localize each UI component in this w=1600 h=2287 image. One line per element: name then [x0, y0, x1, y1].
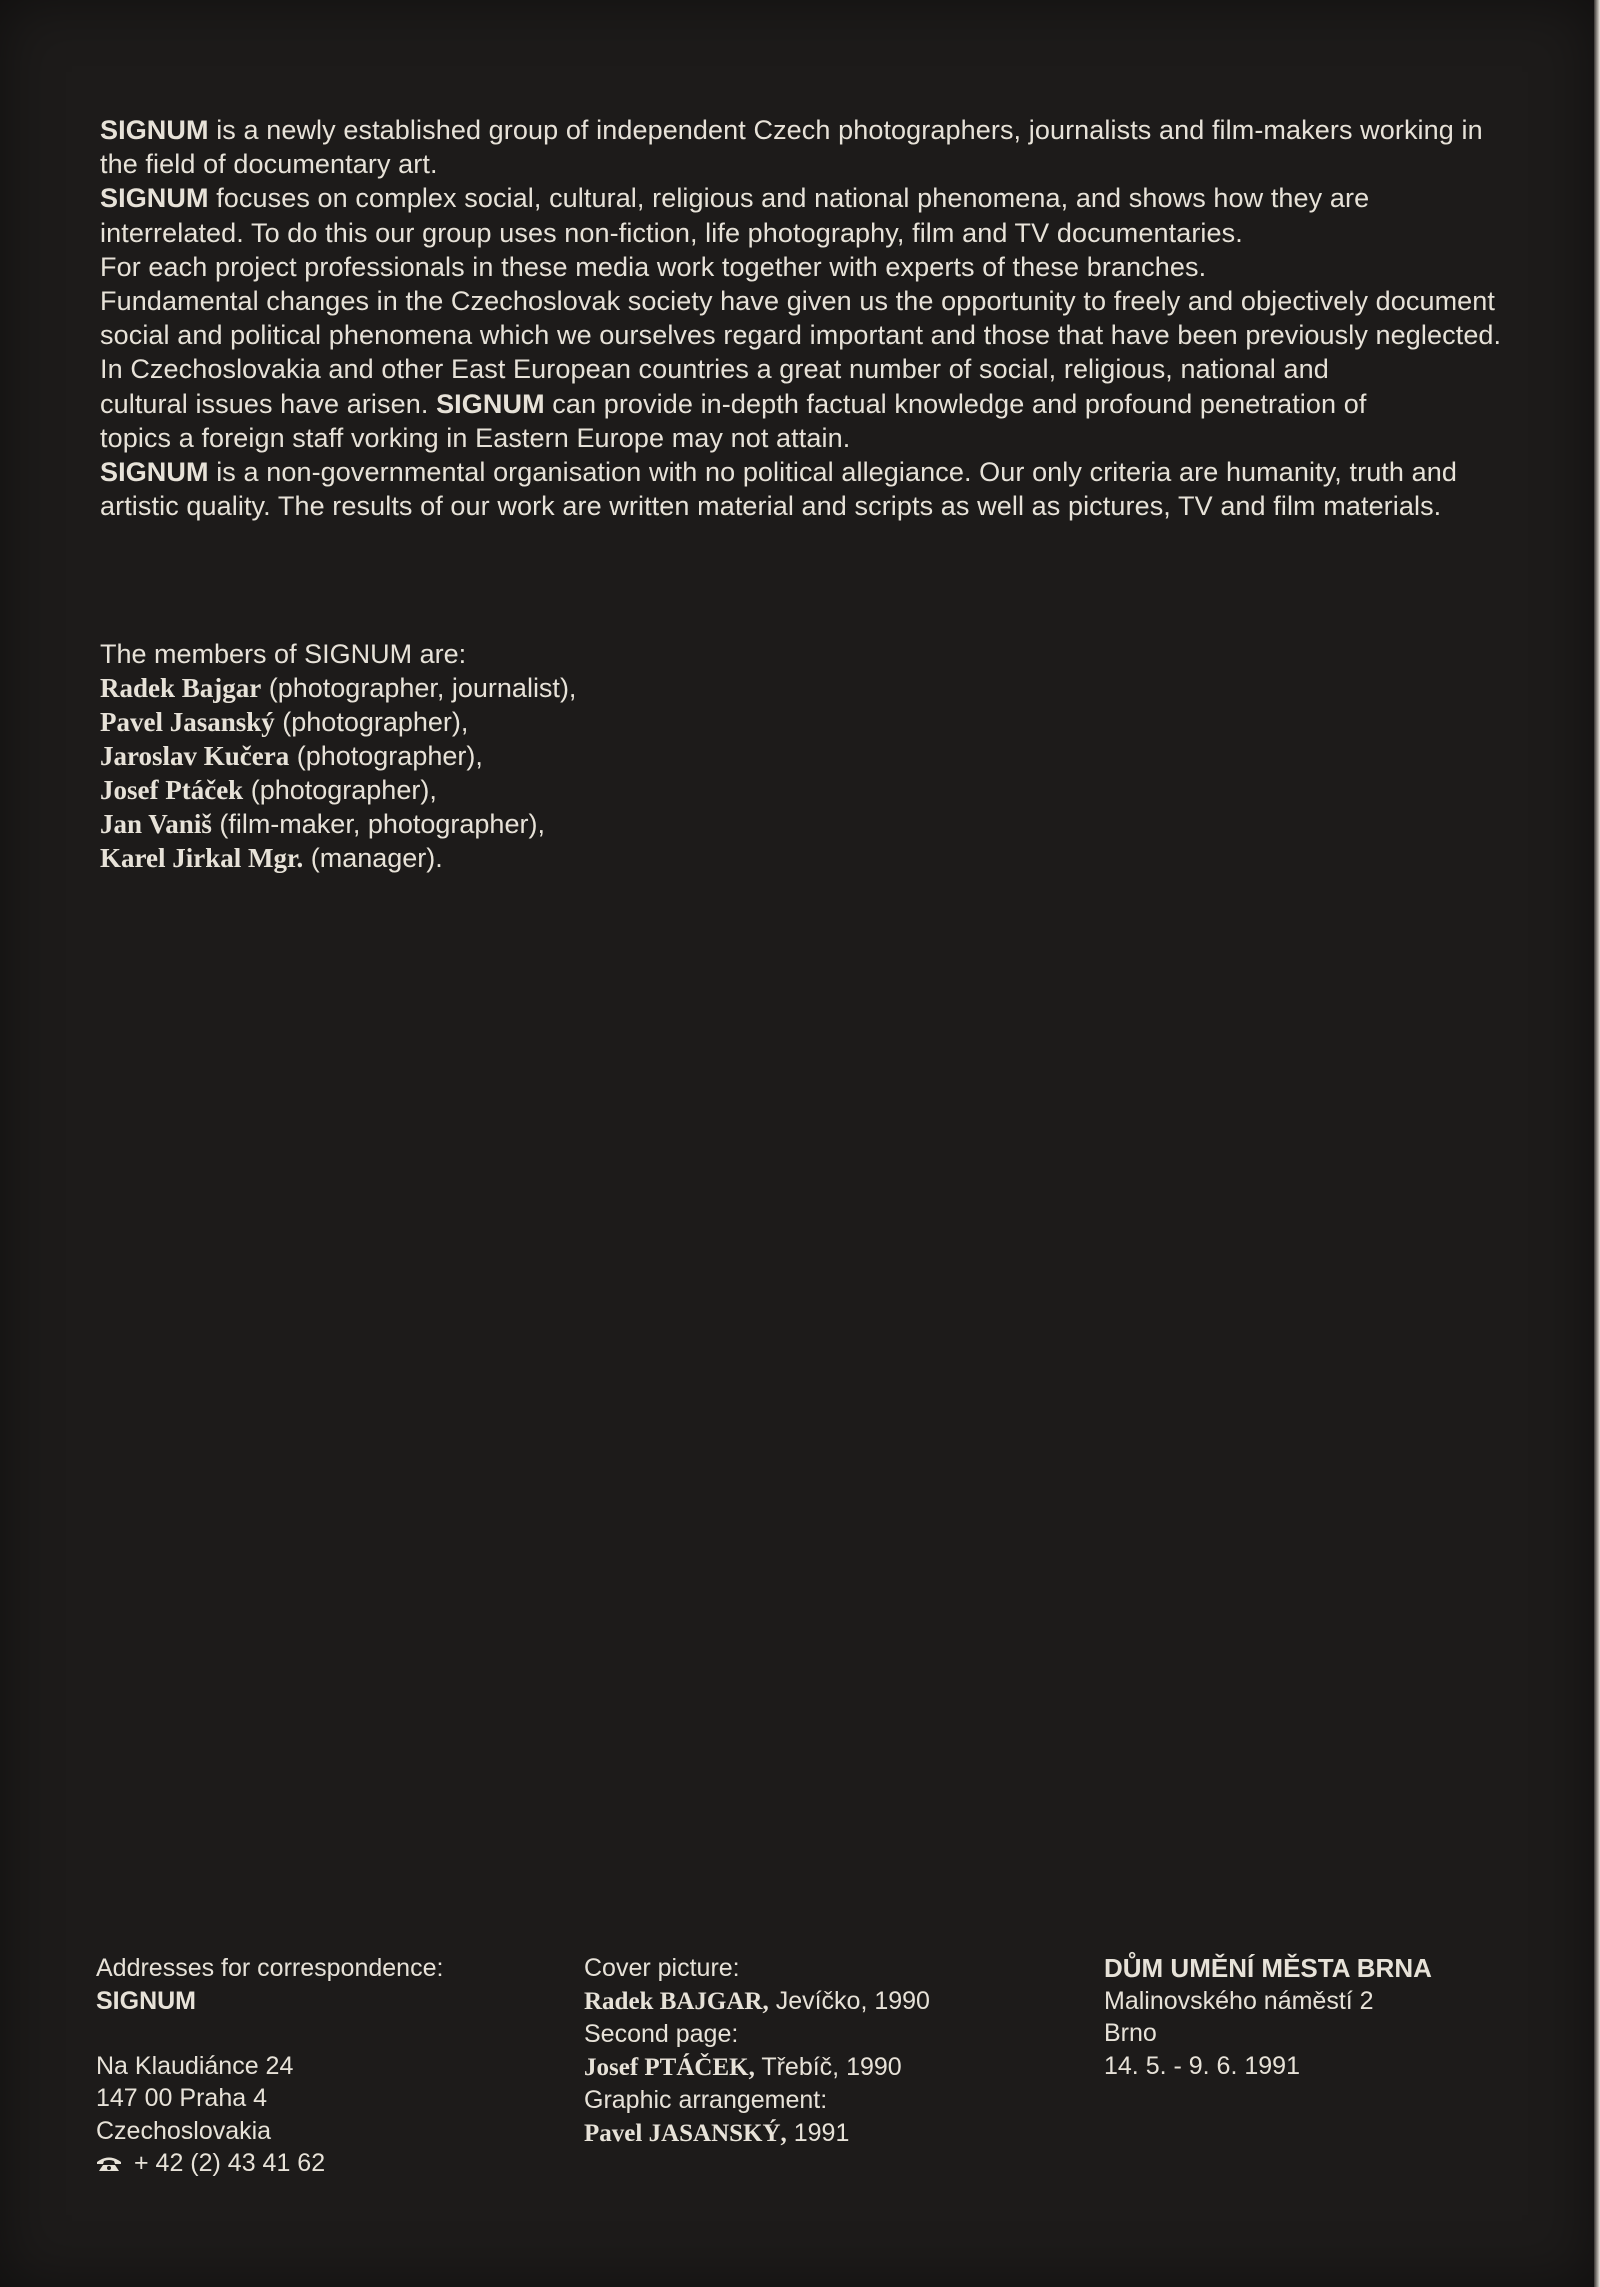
- intro-paragraph-5: [100, 352, 1400, 455]
- graphic-credit-name: Pavel JASANSKÝ,: [584, 2119, 787, 2147]
- address-label: Addresses for correspondence:: [96, 1954, 444, 1982]
- cover-credit: [584, 1985, 1064, 2019]
- member-role: (photographer),: [243, 775, 437, 805]
- photo-credits: [584, 1952, 1064, 2150]
- member-row: [100, 671, 1000, 705]
- member-row: [100, 705, 1000, 739]
- member-role: (photographer, journalist),: [261, 673, 577, 703]
- gallery-city: Brno: [1104, 2019, 1157, 2047]
- member-name: Radek Bajgar: [100, 673, 262, 703]
- second-page-credit-name: Josef PTÁČEK,: [584, 2053, 755, 2081]
- signum-name: SIGNUM: [100, 115, 209, 145]
- address-city: 147 00 Praha 4: [96, 2084, 267, 2112]
- graphic-credit: [584, 2117, 1064, 2151]
- paper-edge: [1594, 0, 1600, 2287]
- gallery-info: [1104, 1952, 1524, 2082]
- address-spacer: [96, 2017, 516, 2050]
- address-org-name: SIGNUM: [96, 1986, 196, 2015]
- address-phone-row: [96, 2147, 516, 2180]
- members-section: [100, 637, 1000, 875]
- address-street: Na Klaudiánce 24: [96, 2051, 294, 2080]
- member-name: Jan Vaniš: [100, 809, 212, 839]
- telephone-icon: [96, 2148, 122, 2164]
- intro-text: [100, 113, 1510, 523]
- member-role: (photographer),: [289, 741, 483, 771]
- intro-paragraph-3: For each project professionals in these media work together with experts of these branches.: [100, 251, 1207, 282]
- member-name: Pavel Jasanský: [100, 707, 275, 737]
- second-page-label: Second page:: [584, 2020, 739, 2048]
- member-name: Josef Ptáček: [100, 775, 244, 805]
- member-row: [100, 841, 1000, 875]
- cover-credit-detail: Jevíčko, 1990: [768, 1986, 930, 2015]
- address-org: [96, 1985, 516, 2018]
- intro-paragraph-2-text: focuses on complex social, cultural, religious and national phenomena, and shows how they are interrelated. To do this our group uses non-fiction, life photography, film and TV documentaries.: [100, 183, 1370, 248]
- member-row: [100, 773, 1000, 807]
- member-role: (manager).: [303, 843, 443, 873]
- member-row: [100, 739, 1000, 773]
- gallery-street: Malinovského náměstí 2: [1104, 1986, 1374, 2015]
- intro-paragraph-2: [100, 181, 1510, 249]
- signum-name: SIGNUM: [100, 183, 209, 214]
- intro-paragraph-1: [100, 113, 1510, 181]
- second-page-credit: [584, 2051, 1064, 2085]
- member-role: (photographer),: [274, 707, 469, 737]
- member-role: (film-maker, photographer),: [211, 809, 545, 839]
- gallery-title: DŮM UMĚNÍ MĚSTA BRNA: [1104, 1953, 1432, 1983]
- correspondence-address: [96, 1952, 516, 2180]
- address-phone: + 42 (2) 43 41 62: [134, 2149, 326, 2177]
- intro-paragraph-6: [100, 455, 1510, 523]
- graphic-label: Graphic arrangement:: [584, 2086, 828, 2114]
- intro-paragraph-5-text-b: can provide in-depth factual knowledge and profound penetration of topics a foreign staff vorking in Eastern Europe may not attain.: [100, 388, 1367, 453]
- intro-paragraph-5-text-a: In Czechoslovakia and other East European countries a great number of social, religious, national and cultural issues have arisen.: [100, 354, 1329, 419]
- address-country: Czechoslovakia: [96, 2116, 272, 2145]
- signum-name: SIGNUM: [436, 388, 545, 419]
- intro-paragraph-4: Fundamental changes in the Czechoslovak society have given us the opportunity to freely and objectively document social and political phenomena which we ourselves regard important and those that have been previously neglected.: [100, 286, 1502, 351]
- member-row: [100, 807, 1000, 841]
- cover-label: Cover picture:: [584, 1954, 740, 1982]
- signum-name: SIGNUM: [100, 457, 209, 488]
- member-name: Karel Jirkal Mgr.: [100, 843, 304, 873]
- gallery-dates: 14. 5. - 9. 6. 1991: [1104, 2051, 1300, 2080]
- members-heading: The members of SIGNUM are:: [100, 639, 467, 669]
- cover-credit-name: Radek BAJGAR,: [584, 1987, 769, 2015]
- graphic-credit-detail: 1991: [786, 2118, 850, 2147]
- member-name: Jaroslav Kučera: [100, 741, 290, 771]
- second-page-credit-detail: Třebíč, 1990: [754, 2052, 902, 2081]
- intro-paragraph-6-text: is a non-governmental organisation with no political allegiance. Our only criteria are humanity, truth and artistic quality. The results of our work are written material and scripts as well as pictures, TV and film materials.: [100, 457, 1457, 522]
- intro-paragraph-1-text: is a newly established group of independent Czech photographers, journalists and film-makers working in the field of documentary art.: [100, 115, 1483, 180]
